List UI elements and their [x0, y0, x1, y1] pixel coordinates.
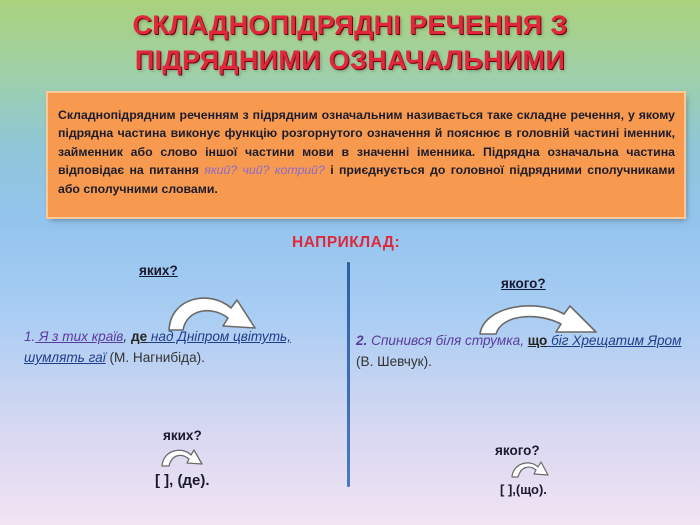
definition-questions: який? чий? котрий? — [204, 163, 325, 178]
definition-box — [48, 93, 684, 217]
curved-arrow-icon — [510, 459, 550, 479]
left-connector-word: де — [130, 329, 148, 344]
left-question-top: яких? — [139, 263, 178, 278]
right-example-number: 2. — [356, 333, 368, 348]
left-example-number: 1. — [24, 329, 36, 344]
slide-title-line-1: СКЛАДНОПІДРЯДНІ РЕЧЕННЯ З — [132, 10, 568, 40]
slide-title-line-2: ПІДРЯДНИМИ ОЗНАЧАЛЬНИМИ — [134, 45, 566, 75]
slide-title — [0, 8, 700, 78]
left-main-clause: Я з тих країв — [35, 329, 124, 344]
right-main-clause: Спинився біля струмка, — [367, 333, 528, 348]
column-divider — [347, 262, 350, 487]
right-example-sentence — [356, 330, 690, 372]
left-schema: [ ], (де). — [155, 472, 210, 489]
right-question-bottom: якого? — [495, 443, 540, 458]
left-question-bottom: яких? — [163, 428, 202, 443]
left-comma: , — [123, 329, 131, 344]
right-connector-word: що — [527, 333, 548, 348]
left-example-sentence — [24, 326, 346, 368]
right-question-top: якого? — [501, 276, 546, 291]
definition-text-start: Складнопідрядним реченням з підрядним означальним називається таке складне речення, у якому підрядна частина виконує функцію розгорнутого означення й пояснює в головній частині іменник, займенник або слово іншої частини мови в значенні іменника. Підрядна означальна частина відповідає на питання — [58, 108, 675, 178]
curved-arrow-icon — [160, 446, 204, 468]
right-author: (В. Шевчук). — [356, 354, 432, 369]
definition-text-end: і приєднується до головної підрядними сполучниками або сполучними словами. — [58, 163, 676, 196]
left-sub-clause: над Дніпром цвітуть, шумлять гаї — [24, 329, 291, 365]
example-heading: НАПРИКЛАД: — [292, 234, 401, 251]
left-author: (М. Нагнибіда). — [105, 350, 205, 365]
right-schema: [ ],(що). — [500, 482, 547, 497]
right-sub-clause: біг Хрещатим Яром — [547, 333, 682, 348]
